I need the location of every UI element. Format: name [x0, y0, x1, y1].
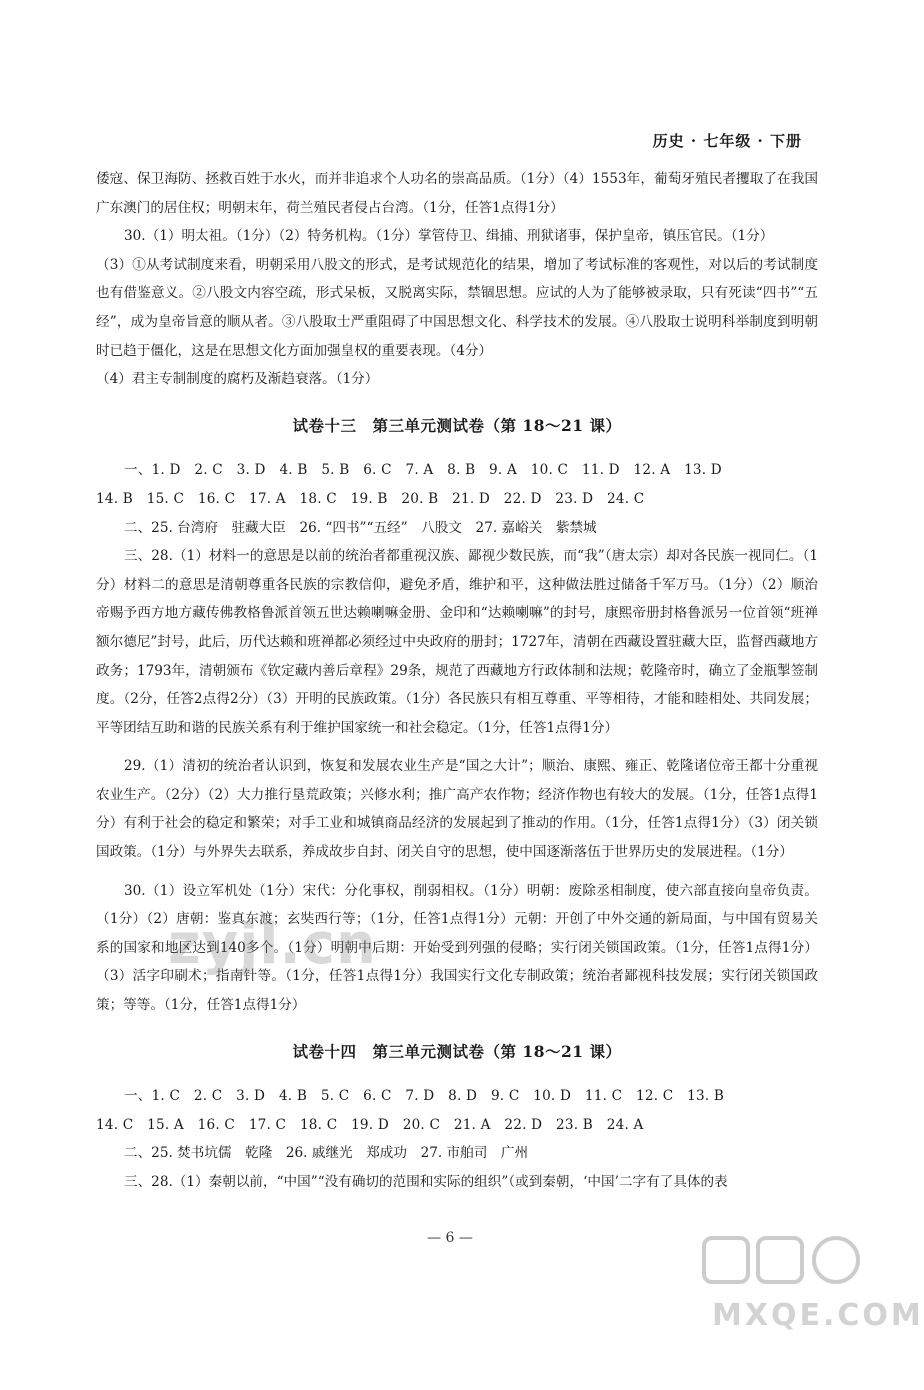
mcq-answers-line2: 14. C 15. A 16. C 17. C 18. C 19. D 20. C 21. A 22. D 23. B 24. A — [96, 1116, 644, 1133]
running-header: 历史 · 七年级 · 下册 — [652, 132, 802, 150]
mcq-answers-line1: 一、1. C 2. C 3. D 4. B 5. C 6. C 7. D 8. D 9. C 10. D 11. C 12. C 13. B — [124, 1088, 725, 1105]
mcq-answers-line1: 一、1. D 2. C 3. D 4. B 5. B 6. C 7. A 8. B 9. A 10. C 11. D 12. A 13. D — [124, 462, 722, 479]
fill-blank-answers: 二、25. 台湾府 驻藏大臣 26. “四书”“五经” 八股文 27. 嘉峪关 紫禁城 — [124, 519, 597, 536]
answer-q30-part1: 30.（1）明太祖。（1分）（2）特务机构。（1分）掌管侍卫、缉捕、刑狱诸事，保护皇帝，镇压官民。（1分） — [124, 228, 774, 245]
answer-q30-part4: （4）君主专制制度的腐朽及渐趋衰落。（1分） — [96, 371, 379, 388]
answer-q29: 29.（1）清初的统治者认识到，恢复和发展农业生产是“国之大计”；顺治、康熙、雍正、乾隆诸位帝王都十分重视农业生产。（2分）（2）大力推行垦荒政策；兴修水利；推广高产农作物；经济作物也有较大的发展。（1分，任答1点得1分）有利于社会的稳定和繁荣；对手工业和城镇商品经济的发展起到了推动的作用。（1分，任答1点得1分）（3）闭关锁国政策。（1分）与外界失去联系，养成故步自封、闭关自守的思想，使中国逐渐落伍于世界历史的发展进程。（1分） — [96, 758, 818, 861]
page-number: — 6 — — [427, 1230, 473, 1246]
section-title-test14: 试卷十四 第三单元测试卷（第 18～21 课） — [292, 1041, 622, 1061]
fill-blank-answers: 二、25. 焚书坑儒 乾隆 26. 戚继光 郑成功 27. 市舶司 广州 — [124, 1145, 529, 1162]
section-title-test13: 试卷十三 第三单元测试卷（第 18～21 课） — [292, 415, 622, 435]
watermark-left: zyjl.cn — [168, 912, 377, 977]
answer-q28: 三、28.（1）材料一的意思是以前的统治者都重视汉族、鄙视少数民族，而“我”（唐太宗）却对各民族一视同仁。（1分）材料二的意思是清朝尊重各民族的宗教信仰，避免矛盾，维护和平，这种做法胜过储备千军万马。（1分）（2）顺治帝赐予西方地方藏传佛教格鲁派首领五世达赖喇嘛金册、金印和“达赖喇嘛”的封号，康熙帝册封格鲁派另一位首领“班禅额尔德尼”封号，此后，历代达赖和班禅都必须经过中央政府的册封；1727年，清朝在西藏设置驻藏大臣，监督西藏地方政务；1793年，清朝颁布《钦定藏内善后章程》29条，规范了西藏地方行政体制和法规；乾隆帝时，确立了金瓶掣签制度。（2分，任答2点得2分）（3）开明的民族政策。（1分）各民族只有相互尊重、平等相待，才能和睦相处、共同发展；平等团结互助和谐的民族关系有利于维护国家统一和社会稳定。（1分，任答1点得1分） — [96, 548, 818, 736]
watermark-right: MXQE.COM — [712, 1298, 924, 1333]
answer-content — [96, 165, 818, 1197]
answer-q28: 三、28.（1）秦朝以前，“中国”“没有确切的范围和实际的组织”（或到秦朝，‘中国’二字有了具体的表 — [124, 1174, 728, 1190]
answer-q30-part3: （3）①从考试制度来看，明朝采用八股文的形式，是考试规范化的结果，增加了考试标准的客观性，对以后的考试制度也有借鉴意义。②八股文内容空疏，形式呆板，又脱离实际，禁锢思想。应试的人为了能够被录取，只有死读“四书”“五经”，成为皇帝旨意的顺从者。③八股取士严重阻碍了中国思想文化、科学技术的发展。④八股取士说明科举制度到明朝时已趋于僵化，这是在思想文化方面加强皇权的重要表现。（4分） — [96, 256, 818, 359]
answer-paragraph: 倭寇、保卫海防、拯救百姓于水火，而并非追求个人功名的崇高品质。（1分）（4）1553年，葡萄牙殖民者攫取了在我国广东澳门的居住权；明朝末年，荷兰殖民者侵占台湾。（1分，任答1点得1分） — [96, 171, 818, 216]
mcq-answers-line2: 14. B 15. C 16. C 17. A 18. C 19. B 20. B 21. D 22. D 23. D 24. C — [96, 490, 645, 507]
answer-q30: 30.（1）设立军机处（1分）宋代：分化事权，削弱相权。（1分）明朝：废除丞相制度，使六部直接向皇帝负责。（1分）（2）唐朝：鉴真东渡；玄奘西行等；（1分，任答1点得1分）元朝：开创了中外交通的新局面，与中国有贸易关系的国家和地区达到140多个。（1分）明朝中后期：开始受到列强的侵略；实行闭关锁国政策。（1分，任答1点得1分）（3）活字印刷术；指南针等。（1分，任答1点得1分）我国实行文化专制政策；统治者鄙视科技发展；实行闭关锁国政策；等等。（1分，任答1点得1分） — [96, 882, 818, 1014]
